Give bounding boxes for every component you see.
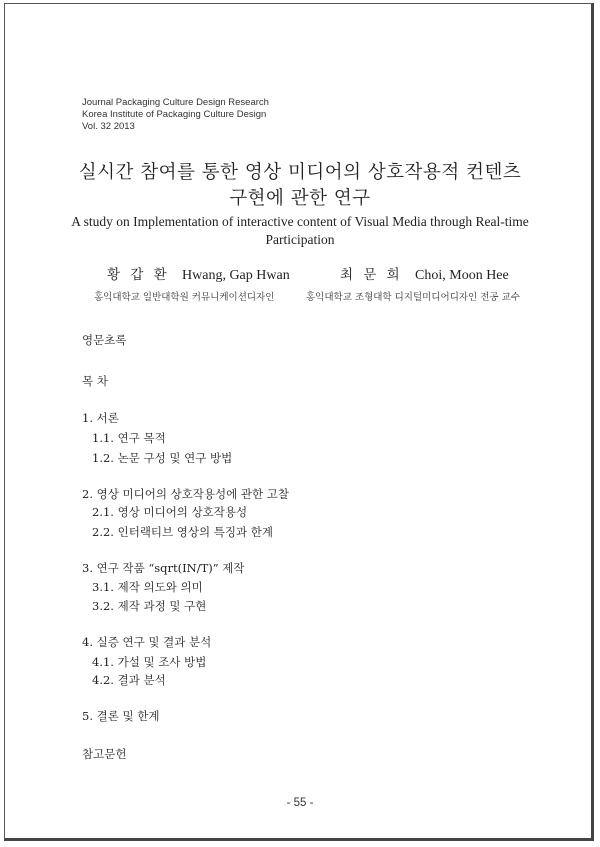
author-2-name-en: Choi, Moon Hee xyxy=(415,268,509,283)
paper-title-line1: 실시간 참여를 통한 영상 미디어의 상호작용적 컨텐츠 xyxy=(78,162,522,183)
toc-section-1-1: 1.1. 연구 목적 xyxy=(92,431,166,445)
author-1-name-en: Hwang, Gap Hwan xyxy=(182,268,290,283)
author-1-name-ko: 황 갑 환 xyxy=(107,267,170,283)
toc-section-5: 5. 결론 및 한계 xyxy=(82,709,160,723)
toc-section-4-1: 4.1. 가설 및 조사 방법 xyxy=(92,655,207,669)
paper-title-line2: 구현에 관한 연구 xyxy=(229,188,371,209)
journal-title: Journal Packaging Culture Design Research xyxy=(82,97,269,108)
toc-section-1-2: 1.2. 논문 구성 및 연구 방법 xyxy=(92,451,233,465)
toc-section-2-2: 2.2. 인터랙티브 영상의 특징과 한계 xyxy=(92,525,273,539)
paper-english-title: A study on Implementation of interactive content of Visual Media through Real-time Participation xyxy=(71,214,529,247)
journal-publisher: Korea Institute of Packaging Culture Design xyxy=(82,109,267,120)
toc-section-3-1: 3.1. 제작 의도와 의미 xyxy=(92,580,203,594)
toc-section-3-2: 3.2. 제작 과정 및 구현 xyxy=(92,599,207,613)
toc-section-1: 1. 서론 xyxy=(82,411,119,425)
toc-references: 참고문헌 xyxy=(82,747,127,761)
toc-section-4-2: 4.2. 결과 분석 xyxy=(92,673,166,687)
journal-header xyxy=(82,97,269,133)
toc-heading: 목 차 xyxy=(82,374,108,388)
author-1 xyxy=(107,263,290,284)
toc-section-2: 2. 영상 미디어의 상호작용성에 관한 고찰 xyxy=(82,487,289,501)
author-2-name-ko: 최 문 희 xyxy=(340,267,403,283)
toc-section-3: 3. 연구 작품 “sqrt(IN/T)” 제작 xyxy=(82,561,245,575)
toc-section-4: 4. 실증 연구 및 결과 분석 xyxy=(82,635,212,649)
journal-volume: Vol. 32 2013 xyxy=(82,121,135,132)
toc-section-2-1: 2.1. 영상 미디어의 상호작용성 xyxy=(92,505,248,519)
toc-abstract: 영문초록 xyxy=(82,333,127,347)
author-2 xyxy=(340,263,509,284)
author-1-affiliation: 홍익대학교 일반대학원 커뮤니케이션디자인 xyxy=(94,292,275,303)
page-number: - 55 - xyxy=(286,797,314,809)
author-2-affiliation: 홍익대학교 조형대학 디지털미디어디자인 전공 교수 xyxy=(306,292,520,303)
